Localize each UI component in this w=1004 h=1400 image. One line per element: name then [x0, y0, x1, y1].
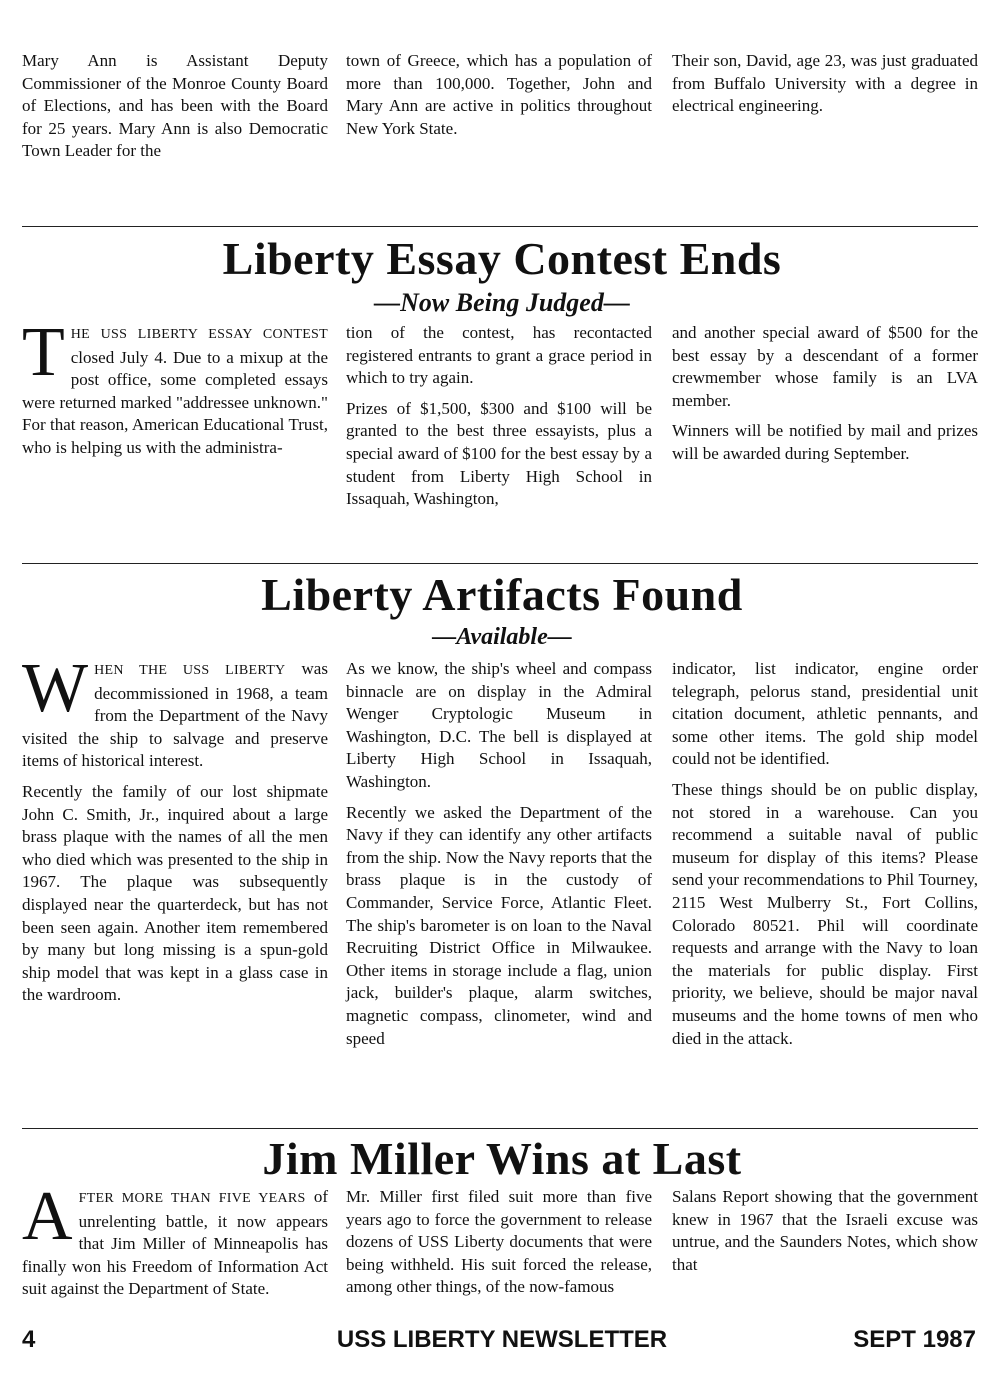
top-col3-text: Their son, David, age 23, was just graduated from Buffalo University with a degree in electrical engineering.	[672, 51, 978, 116]
artifacts-col1-p1-rest: was decommissioned in 1968, a team from the Department of the Navy visited the ship to salvage and preserve items of historical interest.	[22, 659, 328, 771]
artifacts-col3-p2: These things should be on public display, not stored in a warehouse. Can you recommend a suitable naval of public museum for display of this items? Please send your recommendations to Phil Tourney, 2115 West Mulberry St., Fort Collins, Colorado 80521. Phil will coordinate requests and arrange with the Navy to loan the materials for public display. First priority, we believe, should be major naval museums and the home towns of men who died in the attack.	[672, 779, 978, 1048]
essay-col2-p1: tion of the contest, has recontacted registered entrants to grant a grace period in which to try again.	[346, 323, 652, 388]
miller-dropcap: A	[22, 1178, 73, 1255]
essay-col3-p2: Winners will be notified by mail and prizes will be awarded during September.	[672, 421, 978, 463]
artifacts-dropcap: W	[22, 650, 89, 727]
publication-name: USS LIBERTY NEWSLETTER	[336, 1326, 668, 1353]
miller-col1-rest: of unrelenting battle, it now appears that Jim Miller of Minneapolis has finally won his Freedom of Information Act suit against the Department of State.	[22, 1187, 328, 1299]
miller-column-1	[22, 1178, 328, 1309]
essay-subhead: —Now Being Judged—	[374, 288, 630, 317]
top-column-2	[346, 50, 652, 148]
essay-col3-p1: and another special award of $500 for the best essay by a descendant of a former crewmember whose family is an LVA member.	[672, 323, 978, 410]
artifacts-col2-p2: Recently we asked the Department of the Navy if they can identify any other artifacts from the ship. Now the Navy reports that the brass plaque is in the custody of Commander, Service Force, Atlantic Fleet. The ship's barometer is on loan to the Naval Recruiting District Office in Milwaukee. Other items in storage include a flag, union jack, builder's plaque, alarm switches, magnetic compass, clinometer, wind and speed	[346, 802, 652, 1048]
essay-headline: Liberty Essay Contest Ends	[222, 233, 782, 284]
rule-essay	[22, 226, 978, 227]
essay-col1-text	[22, 314, 328, 460]
artifacts-col1-p1	[22, 650, 328, 773]
miller-column-2	[346, 1186, 652, 1307]
essay-column-2	[346, 322, 652, 519]
page-number: 4	[22, 1326, 36, 1353]
essay-lead-caps: HE USS LIBERTY ESSAY CONTEST	[70, 327, 328, 342]
artifacts-column-3	[672, 658, 978, 1058]
essay-dropcap: T	[22, 314, 65, 391]
rule-miller	[22, 1128, 978, 1129]
artifacts-headline: Liberty Artifacts Found	[261, 569, 743, 620]
top-col2-text: town of Greece, which has a population of more than 100,000. Together, John and Mary Ann are active in politics throughout New York State.	[346, 51, 652, 138]
essay-col2-p2: Prizes of $1,500, $300 and $100 will be granted to the best three essayists, plus a special award of $100 for the best essay by a student from Liberty High School in Issaquah, Washington,	[346, 398, 652, 509]
essay-column-1	[22, 314, 328, 468]
miller-headline: Jim Miller Wins at Last	[262, 1133, 742, 1184]
miller-lead-caps: FTER MORE THAN FIVE YEARS	[78, 1191, 306, 1206]
essay-col1-rest: closed July 4. Due to a mixup at the post office, some completed essays were returned marked "addressee unknown." For that reason, American Educational Trust, who is helping us with the administra-	[22, 347, 328, 457]
artifacts-subhead: —Available—	[432, 624, 572, 650]
artifacts-column-2	[346, 658, 652, 1058]
artifacts-col2-p1: As we know, the ship's wheel and compass binnacle are on display in the Admiral Wenger Cryptologic Museum in Washington, D.C. The bell is displayed at Liberty High School in Issaquah, Washington.	[346, 659, 652, 791]
essay-column-3	[672, 322, 978, 474]
miller-col2-text: Mr. Miller first filed suit more than five years ago to force the government to release dozens of USS Liberty documents that were being withheld. His suit forced the release, among other things, of the now-famous	[346, 1187, 652, 1297]
top-column-3	[672, 50, 978, 126]
artifacts-col3-p1: indicator, list indicator, engine order telegraph, pelorus stand, presidential unit citation document, athletic pennants, and some other items. The gold ship model could not be identified.	[672, 659, 978, 769]
rule-artifacts	[22, 563, 978, 564]
issue-date: SEPT 1987	[853, 1326, 976, 1353]
top-column-1	[22, 50, 328, 171]
artifacts-col1-p2: Recently the family of our lost shipmate John C. Smith, Jr., inquired about a large brass plaque with the names of all the men who died which was presented to the ship in 1967. The plaque was subsequently displayed near the quarterdeck, but has not been seen again. Another item remembered by many but long missing is a spun-gold ship model that was kept in a glass case in the wardroom.	[22, 781, 328, 1005]
artifacts-lead-caps: HEN THE USS LIBERTY	[94, 663, 286, 678]
miller-col3-text: Salans Report showing that the government knew in 1967 that the Israeli excuse was untrue, and the Saunders Notes, which show that	[672, 1187, 978, 1274]
top-col1-text: Mary Ann is Assistant Deputy Commissioner of the Monroe County Board of Elections, and has been with the Board for 25 years. Mary Ann is also Democratic Town Leader for the	[22, 51, 328, 161]
miller-col1-text	[22, 1178, 328, 1301]
artifacts-column-1	[22, 650, 328, 1015]
miller-column-3	[672, 1186, 978, 1284]
